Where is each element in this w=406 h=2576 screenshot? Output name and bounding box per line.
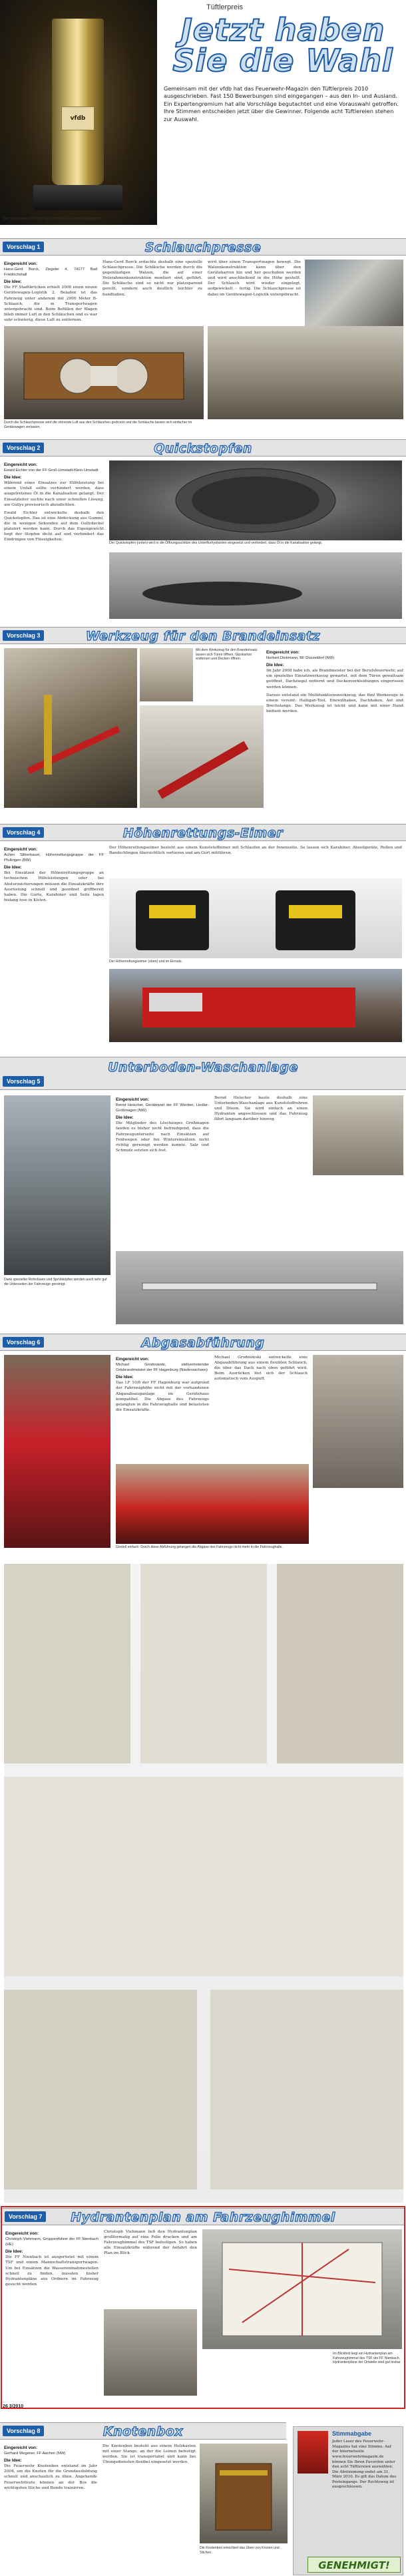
section-7-caption: Im Blickfeld liegt ein Hydrantenplan am Fahrzeughimmel des TSF der FF Nienbach. Hydrantenpläne der Ortsteile sind gut lesbar.: [333, 2352, 401, 2365]
section-5-photo-b: [313, 1095, 403, 1175]
section-2-text-a: [4, 460, 104, 542]
idea-label: Die Idee:: [4, 475, 22, 480]
section-6-photo-c: [116, 1464, 309, 1544]
body-text: Bei Einsätzen der Höhenrettungsgruppe an technischen Hilfeleistungen oder bei Absturzsicherungen müssen die Einsatzkräfte ihre Ausrüstung schnell und geordnet griffbereit haben. Die Gurte, Karabiner und Seile lagen bislang lose in Kisten.: [4, 871, 104, 902]
photo-caption: Der Tüftlerpreis 2010 der vfdb und des Feuerwehr-Magazins.: [3, 217, 102, 221]
idea-label: Die Idee:: [5, 2249, 23, 2255]
section-3-text: [266, 648, 403, 714]
submitter: Achim Silberbauer, Höhenrettungsgruppe der FF Pfullingen (BW): [4, 853, 104, 863]
section-bar-5: [0, 1057, 406, 1090]
section-tag: Vorschlag 6: [3, 1337, 44, 1348]
bucket-illustration: [109, 878, 402, 958]
submitter-label: Eingereicht von:: [4, 462, 38, 467]
issue-value: 3/2010: [9, 2404, 24, 2409]
hose-press-illustration: [4, 326, 204, 419]
section-tag: Vorschlag 5: [3, 1076, 44, 1087]
trophy-plate: [61, 106, 95, 130]
section-bar-4: [0, 824, 406, 841]
section-title: Knotenbox: [102, 2424, 184, 2439]
section-5-photo-c: [116, 1251, 403, 1324]
section-1-photo-main: [4, 326, 204, 419]
section-6-text-a: [116, 1355, 209, 1413]
submitter: Ewald Eichler von der FF Groß-Umstadt-Klein-Umstadt: [4, 468, 99, 473]
section-tag: Vorschlag 2: [3, 443, 44, 453]
section-6-photo-b: [313, 1355, 403, 1488]
section-1-text-a: [4, 260, 97, 323]
section-2-caption: Der Quickstopfen (unten) wird in die Öffnungsschlitze des Unterflurhydranten eingesetzt und verhindert, dass Öl in die Kanalisation gelangt.: [109, 541, 402, 546]
section-title: Quickstopfen: [154, 441, 252, 456]
headline: [162, 12, 403, 79]
voting-info-box: [293, 2426, 403, 2575]
section-title: Schlauchpresse: [144, 240, 262, 255]
section-bar-8: [0, 2422, 286, 2440]
section-title: Höhenrettungs-Eimer: [122, 826, 284, 840]
section-bar-3: [0, 627, 406, 644]
section-title: Werkzeug für den Brandeinsatz: [85, 629, 321, 644]
submitter-label: Eingereicht von:: [4, 847, 38, 852]
section-bar-1: [0, 238, 406, 256]
section-5-text-b: Bernd Helscher baute deshalb eine Unterboden-Waschanlage aus Kunststoffrohren und Düsen. Sie wird einfach an einen Hydranten angeschlossen und das Fahrzeug fährt langsam darüber hinweg.: [214, 1096, 307, 1122]
body-text: Die FF Stadtbrücken erhielt 2008 einen neuen Gerätewagen-Logistik 2. Beladen ist das Fahrzeug unter anderem mit 2000 Meter B-Schlauch, die in Transportwagen untergebracht sind. Beim Befüllen der Wagen blieb immer Luft in den Schläuchen und es war sehr schwierig, diese Luft zu entfernen.: [4, 285, 97, 322]
submitter: Gerhard Wegener, FF Aachen (NW): [4, 2452, 66, 2456]
section-bar-2: [0, 439, 406, 457]
submitter-label: Eingereicht von:: [266, 650, 300, 655]
section-tag: Vorschlag 1: [3, 242, 44, 252]
section-tag: Vorschlag 3: [3, 630, 44, 641]
section-4-text-b: Der Höhenrettungseimer besteht aus einem Kunststoffeimer mit Schlaufen an der Innenseite. So lassen sich Karabiner, Abseilgeräte, Rollen und Bandschlingen übersichtlich sortieren und am Gurt mitführen.: [109, 846, 402, 856]
section-8-text-a: [4, 2444, 97, 2491]
section-1-text-b: Hans-Gerd Borck erdachte deshalb eine spezielle Schlauchpresse. Die Schläuche werden durch die gegenläufigen Walzen, die auf einer Holzrahmenkonstruktion montiert sind, geführt. Die Schläuche sind so nicht nur platzsparend gerollt, sondern auch deutlich leichter zu handhaben.: [102, 260, 202, 297]
section-4-text-a: [4, 845, 104, 903]
idea-label: Die Idee:: [266, 663, 284, 668]
section-title: Abgasabführung: [141, 1336, 265, 1350]
kicker: Tüftlerpreis: [206, 3, 244, 11]
submitter: Bernd Helscher, Gerätewart der FF Werden, Lindlar-Großmagen (NW): [116, 1103, 209, 1113]
tool-detail-illustration: [140, 705, 264, 808]
body-text: Die Feuerwehr Knotenbox entstand im Jahr 2004, um die Knoten für die Grundausbildung schnell und anschaulich zu üben. Angehende Feuerwehrleute können an der Box die wichtigsten Stiche und Bunde trainieren.: [4, 2464, 97, 2490]
section-bar-7: [2, 2208, 404, 2225]
idea-label: Die Idee:: [116, 1115, 134, 1121]
section-6-caption: Gestell einfach: Durch diese Abführung gelangen die Abgase des Fahrzeugs nicht mehr in die Fahrzeughalle.: [116, 1545, 309, 1550]
trophy-photo: [0, 0, 157, 225]
section-5-text-a: [116, 1095, 209, 1153]
body-text: Während eines Einsatzes zur Hilfeleistung bei einem Unfall sollte verhindert werden, dass ausgetretenes Öl in die Kanalisation gelangt. Der Einsatzleiter suchte nach einer schnellen Lösung, um Gullys provisorisch abzudichten.: [4, 481, 104, 507]
section-title: Hydrantenplan am Fahrzeughimmel: [71, 2210, 335, 2225]
idea-label: Die Idee:: [4, 279, 22, 285]
body-text: Die FF Nienbach ist ausgerüstet mit einem TSF und einem Mannschaftstransportwagen. Um bei Einsätzen die Wasserentnahmestellen schnell zu finden, mussten bisher Hydrantenpläne aus Ordnern im Fahrzeug gesucht werden.: [5, 2255, 99, 2287]
submitter: Norbert Diekmann, BF Düsseldorf (NW): [266, 656, 335, 661]
headline-line-2: Sie die Wahl: [172, 43, 393, 79]
section-3-photo-main: [4, 648, 137, 808]
trophy-image: [52, 19, 104, 185]
page-number: [3, 2404, 23, 2410]
section-tag: Vorschlag 8: [3, 2426, 44, 2436]
idea-label: Die Idee:: [116, 1375, 134, 1380]
section-7-photo-map: [202, 2229, 402, 2349]
section-1-photo-a: [305, 260, 403, 326]
body-text-2: Ewald Eichler entwickelte deshalb den Quickstopfen. Das ist eine Abdeckung aus Gummi, die in wenigen Sekunden auf dem Gullydeckel platziert werden kann. Durch das Eigengewicht liegt der Stopfen dicht auf und verhindert das Eindringen von Flüssigkeiten.: [4, 510, 104, 542]
submitter: Hans-Gerd Borck, Ziegelei 4, 74177 Bad Friedrichshall: [4, 268, 97, 277]
section-3-caption: Mit dem Werkzeug für den Brandeinsatz lassen sich Türen öffnen, Gipskarton entfernen und Decken öffnen.: [196, 648, 262, 661]
section-4-caption: Der Höhenrettungseimer (oben) und im Einsatz.: [109, 960, 402, 964]
section-tag: Vorschlag 4: [3, 827, 44, 838]
section-tag: Vorschlag 7: [5, 2211, 46, 2222]
submitter-label: Eingereicht von:: [4, 262, 38, 266]
tool-illustration: [4, 648, 137, 808]
washer-illustration: [116, 1251, 403, 1324]
trophy-plate-text: vfdb: [70, 115, 86, 122]
submitter-label: Eingereicht von:: [116, 1357, 150, 1362]
body-text: Im Jahr 2008 habe ich, als Brandmeister bei der Berufsfeuerwehr, auf ein spezielles Einsatzwerkzeug gewartet, mit dem Türen gewaltsam geöffnet, Dachziegel entfernt und Deckenverkleidungen eingerissen werden können.: [266, 669, 403, 689]
drain-grate-illustration: [109, 460, 402, 540]
section-title: Unterboden-Waschanlage: [108, 1060, 298, 1075]
voting-text: Jeder Leser des Feuerwehr-Magazins hat eine Stimme. Auf der Internetseite www.feuerwehrmagazin.de können Sie Ihren Favoriten unter den acht Tüftlereien auswählen. Die Abstimmung endet am 31. März 2010. Es gilt das Datum des Posteingangs. Der Rechtsweg ist ausgeschlossen.: [332, 2440, 397, 2489]
section-5-photo-a: [4, 1095, 110, 1275]
section-8-photo: [200, 2444, 288, 2543]
section-5-caption: Dank spezieller Rohrdüsen und Sprühköpfen werden auch sehr gut die Unterseiten der Fahrzeuge gereinigt.: [4, 1278, 110, 1286]
section-7-photo-b: [104, 2309, 197, 2396]
section-1-photo-b: [208, 326, 403, 419]
section-3-photo-small: [140, 648, 193, 701]
section-4-photo-truck: [109, 969, 402, 1042]
section-2-photo-drain: [109, 460, 402, 540]
continuation-columns: [4, 1564, 403, 2203]
body-text-2: Daraus entstand ein Multifunktionswerkzeug, das fünf Werkzeuge in einem vereint: Halligan-Tool, Einreißhaken, Dachhaken, Axt und Brechstange. Das Werkzeug ist leicht und kann mit einer Hand bedient werden.: [266, 693, 403, 713]
section-8-text-b: Die Knotenbox besteht aus einem Holzkasten mit einer Stange, an der die Leinen befestigt werden. Sie ist transportabel und kann bei Übungsdiensten flexibel eingesetzt werden.: [102, 2444, 196, 2465]
section-7-text-a: [5, 2229, 99, 2287]
idea-label: Die Idee:: [4, 865, 22, 870]
submitter-label: Eingereicht von:: [4, 2446, 38, 2450]
submitter-label: Eingereicht von:: [116, 1097, 150, 1102]
headline-line-1: Jetzt haben: [180, 12, 385, 48]
section-6-text-b: Michael Grodnowski entwickelte eine Abgasabführung aus einem flexiblen Schlauch, die über das Dach nach oben geführt wird. Beim Ausrücken löst sich der Schlauch automatisch vom Auspuff.: [214, 1356, 307, 1381]
submitter: Michael Grodnowski, stellvertretender Ortsbrandmeister der FF Hagenburg (Niedersachsen): [116, 1363, 209, 1373]
section-bar-6: [0, 1334, 406, 1351]
section-8-caption: Die Knotenbox erleichtert das Üben von Knoten und Stichen.: [200, 2546, 288, 2555]
body-text: Das LF 10/6 der FF Hagenburg war aufgrund der Fahrzeughöhe nicht mit der vorhandenen Abgasabsauganlage im Gerätehaus kompatibel. Die Abgase des Fahrzeugs gelangten in die Fahrzeughalle und belasteten die Einsatzkräfte.: [116, 1381, 209, 1412]
content-area-continuation: [4, 1564, 403, 2203]
idea-label: Die Idee:: [4, 2458, 22, 2464]
approved-badge: GENEHMIGT!: [307, 2557, 401, 2573]
magazine-cover-thumb: [298, 2431, 328, 2474]
voting-title: Stimmabgabe: [332, 2430, 372, 2437]
section-4-photo-buckets: [109, 878, 402, 958]
knot-box-illustration: [200, 2444, 288, 2543]
hydrant-map-illustration: [202, 2229, 402, 2349]
section-2-photo-stopper: [109, 552, 402, 619]
lead-paragraph: Gemeinsam mit der vfdb hat das Feuerwehr-Magazin den Tüftlerpreis 2010 ausgeschrieben. Fast 150 Bewerbungen sind eingegangen – aus den In- und Ausland. Ein Expertengremium hat alle Vorschläge begutachtet und eine Vorauswahl getroffen. Ihre Stimmen entscheiden jetzt über die Gewinner. Folgende acht Tüftlereien stehen zur Auswahl.: [164, 85, 399, 122]
article-header: [0, 0, 406, 234]
trophy-base: [33, 185, 122, 210]
section-6-photo-a: [4, 1355, 110, 1548]
section-1-text-c: wird über einen Transportwagen bewegt. Die Walzenkonstruktion kann über den Gerätekarren hin und her geschoben werden und wird anschließend in die Höhe gestellt. Der Schlauch wird wieder eingelegt, aufgewickelt – fertig. Die Schlauchpresse ist dabei im Gerätewagen-Logistik untergebracht.: [208, 260, 301, 297]
submitter: Christoph Viehmann, Gruppenführer der FF Nienbach (HE): [5, 2237, 99, 2247]
truck-illustration: [109, 969, 402, 1042]
section-1-caption: Durch die Schlauchpresse wird die störende Luft aus den Schläuchen gedrückt und die Schläuche lassen sich einfacher im Gerätewagen verlasten.: [4, 421, 204, 429]
body-text: Die Mitglieder des Löschzuges Großmagen fanden es bisher nicht befriedigend, dass die Fahrzeugunterseite nach Einsätzen auf Feldwegen oder bei Wintereinsätzen nicht richtig gereinigt werden konnte. Salz und Schmutz setzten sich fest.: [116, 1121, 209, 1153]
section-3-photo-detail: [140, 705, 264, 808]
page-number-value: 26: [3, 2404, 8, 2409]
stopper-illustration: [109, 552, 402, 619]
submitter-label: Eingereicht von:: [5, 2231, 39, 2236]
section-7-text-b: Christoph Viehmann ließ den Hydrantenplan großformatig auf eine Folie drucken und am Fahrzeughimmel des TSF befestigen. So haben alle Einsatzkräfte während der Anfahrt den Plan im Blick.: [104, 2230, 197, 2256]
